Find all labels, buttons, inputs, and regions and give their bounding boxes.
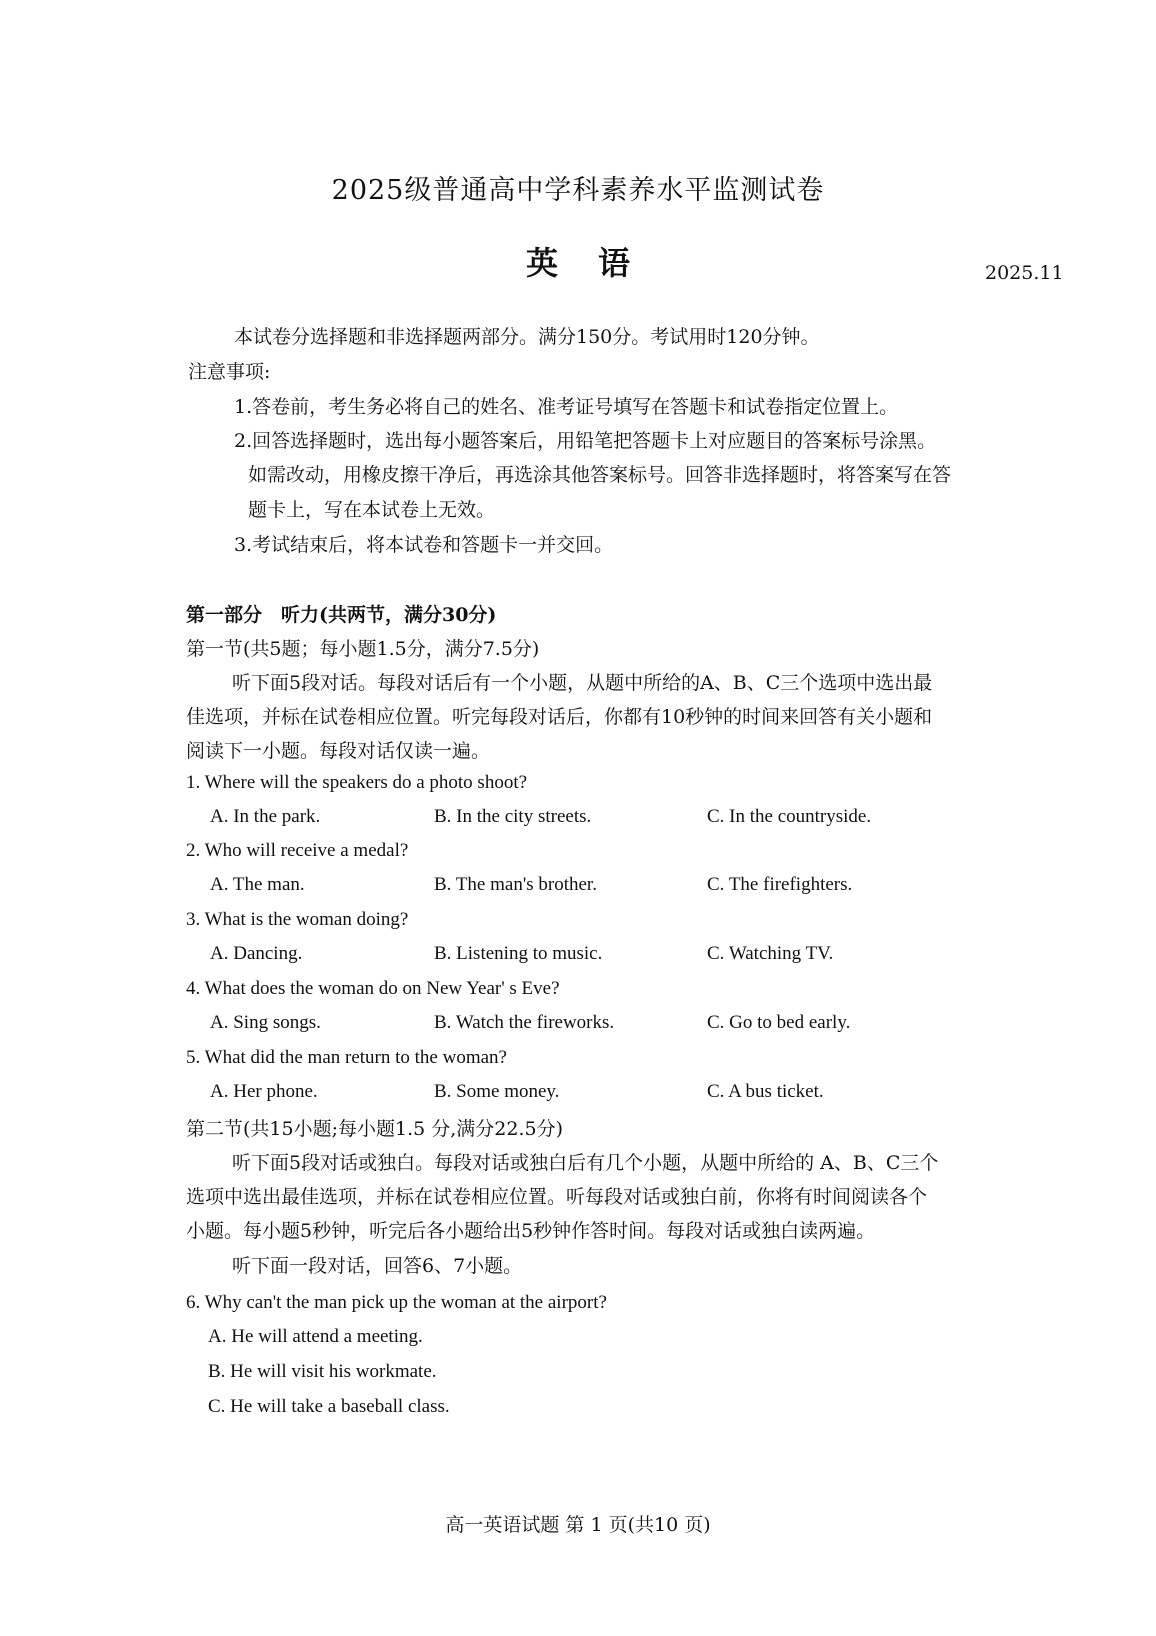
question-4-option-c: C. Go to bed early. bbox=[707, 1012, 851, 1033]
section2-heading: 第二节(共15小题;每小题1.5 分,满分22.5分) bbox=[186, 1118, 564, 1140]
page-footer: 高一英语试题 第 1 页(共10 页) bbox=[445, 1514, 711, 1536]
question-6-option-c: C. He will take a baseball class. bbox=[208, 1396, 450, 1417]
question-2-option-c: C. The firefighters. bbox=[707, 874, 853, 895]
section2-instruction: 听下面5段对话或独白。每段对话或独白后有几个小题，从题中所给的 A、B、C三个 bbox=[232, 1152, 939, 1174]
exam-title: 2025级普通高中学科素养水平监测试卷 bbox=[331, 175, 825, 206]
notice-heading: 注意事项: bbox=[188, 361, 271, 383]
question-2-option-b: B. The man's brother. bbox=[434, 874, 597, 895]
question-4-option-a: A. Sing songs. bbox=[210, 1012, 321, 1033]
exam-intro: 本试卷分选择题和非选择题两部分。满分150分。考试用时120分钟。 bbox=[234, 326, 820, 348]
notice-item: 2.回答选择题时，选出每小题答案后，用铅笔把答题卡上对应题目的答案标号涂黑。 bbox=[234, 430, 937, 452]
section2-prompt: 听下面一段对话，回答6、7小题。 bbox=[232, 1255, 523, 1277]
question-5-option-b: B. Some money. bbox=[434, 1081, 560, 1102]
question-3-option-b: B. Listening to music. bbox=[434, 943, 603, 964]
question-1: 1. Where will the speakers do a photo shoot? bbox=[186, 772, 528, 793]
notice-item: 如需改动，用橡皮擦干净后，再选涂其他答案标号。回答非选择题时，将答案写在答 bbox=[248, 464, 952, 486]
subject-title: 英语 bbox=[525, 244, 670, 282]
question-4-option-b: B. Watch the fireworks. bbox=[434, 1012, 615, 1033]
section2-instruction: 小题。每小题5秒钟，听完后各小题给出5秒钟作答时间。每段对话或独白读两遍。 bbox=[186, 1220, 876, 1242]
notice-item: 3.考试结束后，将本试卷和答题卡一并交回。 bbox=[234, 534, 614, 556]
question-5: 5. What did the man return to the woman? bbox=[186, 1047, 507, 1068]
part1-heading: 第一部分 听力(共两节，满分30分) bbox=[186, 604, 497, 626]
section1-instruction: 阅读下一小题。每段对话仅读一遍。 bbox=[186, 740, 491, 762]
question-1-option-c: C. In the countryside. bbox=[707, 806, 872, 827]
question-1-option-b: B. In the city streets. bbox=[434, 806, 592, 827]
question-6-option-a: A. He will attend a meeting. bbox=[208, 1326, 423, 1347]
question-5-option-a: A. Her phone. bbox=[210, 1081, 318, 1102]
question-3-option-c: C. Watching TV. bbox=[707, 943, 834, 964]
question-6: 6. Why can't the man pick up the woman at the airport? bbox=[186, 1292, 607, 1313]
section2-instruction: 选项中选出最佳选项，并标在试卷相应位置。听每段对话或独白前，你将有时间阅读各个 bbox=[186, 1186, 928, 1208]
question-6-option-b: B. He will visit his workmate. bbox=[208, 1361, 437, 1382]
notice-item: 1.答卷前，考生务必将自己的姓名、准考证号填写在答题卡和试卷指定位置上。 bbox=[234, 396, 899, 418]
question-4: 4. What does the woman do on New Year' s Eve? bbox=[186, 978, 560, 999]
question-3: 3. What is the woman doing? bbox=[186, 909, 409, 930]
question-3-option-a: A. Dancing. bbox=[210, 943, 303, 964]
question-1-option-a: A. In the park. bbox=[210, 806, 321, 827]
question-2: 2. Who will receive a medal? bbox=[186, 840, 409, 861]
question-5-option-c: C. A bus ticket. bbox=[707, 1081, 824, 1102]
exam-date: 2025.11 bbox=[985, 262, 1064, 284]
notice-item: 题卡上，写在本试卷上无效。 bbox=[248, 499, 496, 521]
section1-instruction: 佳选项，并标在试卷相应位置。听完每段对话后，你都有10秒钟的时间来回答有关小题和 bbox=[186, 706, 933, 728]
section1-instruction: 听下面5段对话。每段对话后有一个小题，从题中所给的A、B、C三个选项中选出最 bbox=[232, 672, 933, 694]
question-2-option-a: A. The man. bbox=[210, 874, 305, 895]
section1-heading: 第一节(共5题；每小题1.5分，满分7.5分) bbox=[186, 638, 540, 660]
